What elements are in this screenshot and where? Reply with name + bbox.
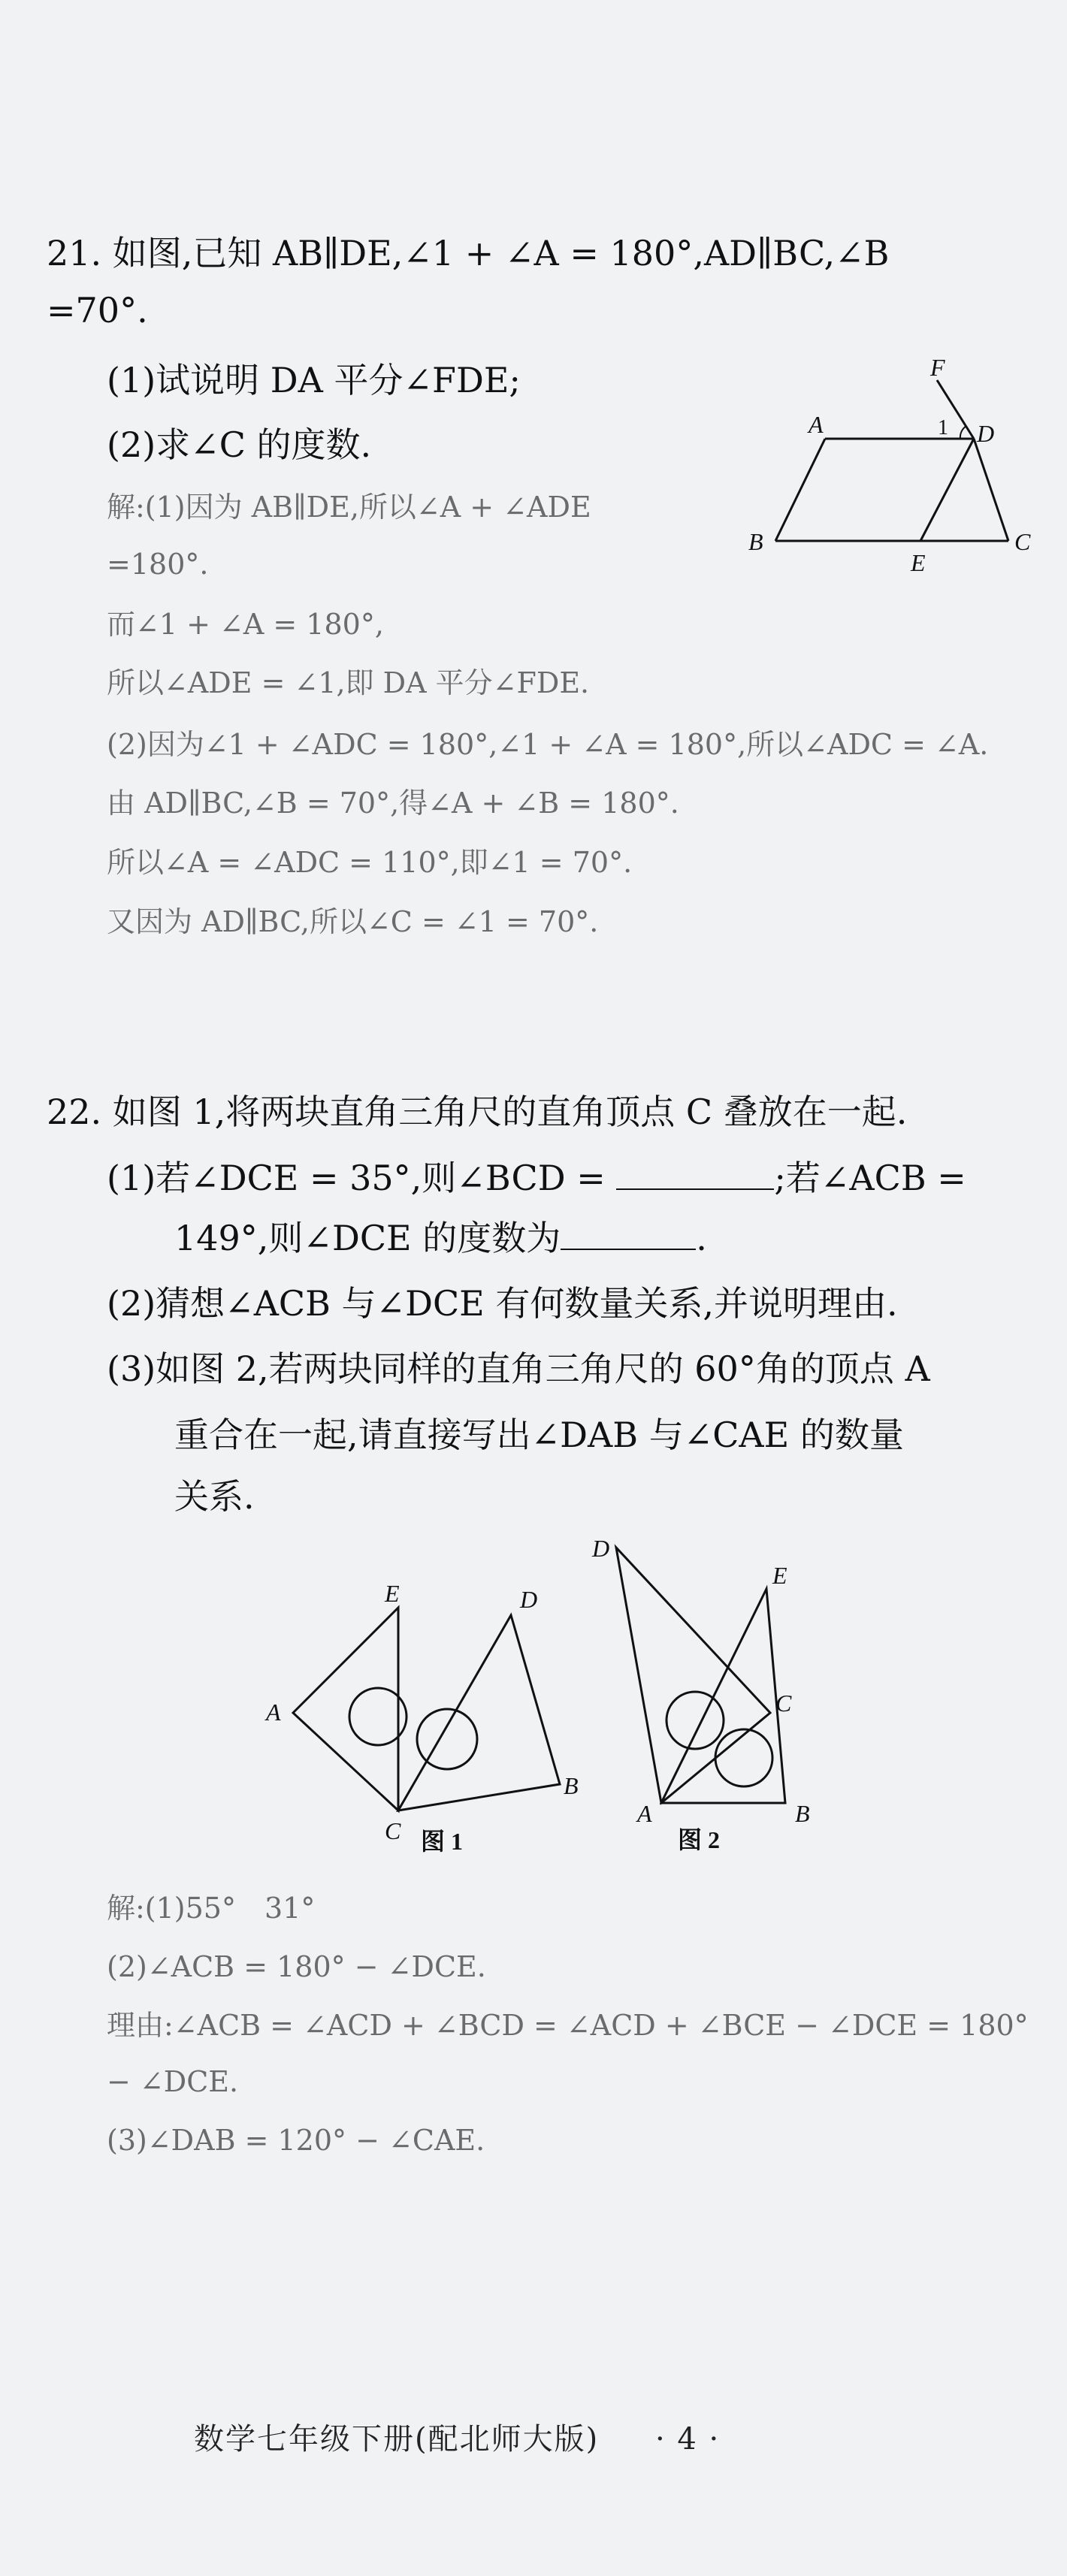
q22-fig2-label-A: A [637,1800,652,1827]
footer-page-number: · 4 · [654,2422,721,2457]
q21-solution-line: 所以∠ADE = ∠1,即 DA 平分∠FDE. [107,666,590,699]
q21-solution-line: 又因为 AD∥BC,所以∠C = ∠1 = 70°. [107,905,599,938]
q22-fig2-label-B: B [795,1800,810,1827]
q21-solution-line: 所以∠A = ∠ADC = 110°,即∠1 = 70°. [107,846,633,879]
q22-part2: (2)猜想∠ACB 与∠DCE 有何数量关系,并说明理由. [107,1283,898,1324]
q21-label-A: A [809,411,824,438]
segment-AB [775,439,825,541]
q21-part2: (2)求∠C 的度数. [107,424,372,465]
q22-fig1-label-E: E [385,1580,400,1607]
q22-solution-line: 解:(1)55° 31° [107,1892,316,1925]
q21-solution-line: =180°. [107,548,209,581]
q22-part1-text-d: . [696,1218,707,1258]
footer-book-title: 数学七年级下册(配北师大版) [194,2422,600,2457]
q22-solution-line: (2)∠ACB = 180° − ∠DCE. [107,1950,486,1983]
q22-fig2-hole-right [715,1729,772,1786]
q21-solution-line: (2)因为∠1 + ∠ADC = 180°,∠1 + ∠A = 180°,所以∠ADC = ∠A. [107,728,989,761]
q22-part1-text-b: ;若∠ACB = [774,1158,966,1198]
segment-ED [920,439,974,541]
q22-fig2-label-D: D [592,1535,610,1562]
q21-figure [736,353,1052,578]
q22-solution-line: − ∠DCE. [107,2065,239,2098]
q21-stem-line1: 21. 如图,已知 AB∥DE,∠1 + ∠A = 180°,AD∥BC,∠B [47,233,890,273]
q22-part3-line3: 关系. [174,1476,255,1517]
q22-fig1-label-C: C [385,1817,401,1844]
page-footer [194,2418,720,2460]
q22-solution-line: (3)∠DAB = 120° − ∠CAE. [107,2124,485,2157]
q21-solution-line: 而∠1 + ∠A = 180°, [107,608,384,641]
q21-label-E: E [911,549,926,576]
q21-part1: (1)试说明 DA 平分∠FDE; [107,360,521,400]
q22-fig2-label-E: E [772,1562,787,1589]
q22-stem: 22. 如图 1,将两块直角三角尺的直角顶点 C 叠放在一起. [47,1092,908,1132]
q21-stem-line2: =70°. [47,290,148,331]
q21-label-B: B [748,528,763,555]
q22-figure-1 [255,1570,586,1871]
q22-fig1-label-A: A [266,1699,281,1726]
q22-fig1-label-B: B [564,1772,579,1799]
q21-label-one: 1 [938,416,948,439]
q22-part3-line2: 重合在一起,请直接写出∠DAB 与∠CAE 的数量 [174,1415,904,1455]
q21-solution-line: 解:(1)因为 AB∥DE,所以∠A + ∠ADE [107,491,591,524]
triangle-ACE [293,1608,398,1810]
answer-blank-bcd[interactable] [616,1155,774,1190]
segment-DC [974,439,1008,541]
triangle-ADC [616,1548,770,1803]
q22-part1-text-a: (1)若∠DCE = 35°,则∠BCD = [107,1158,617,1198]
q22-solution-line: 理由:∠ACB = ∠ACD + ∠BCD = ∠ACD + ∠BCE − ∠DCE = 180° [107,2009,1029,2042]
q21-solution-line: 由 AD∥BC,∠B = 70°,得∠A + ∠B = 180°. [107,787,679,820]
q22-fig2-label-C: C [775,1690,792,1717]
q21-label-C: C [1014,528,1031,555]
q21-label-D: D [977,420,995,447]
q22-fig2-caption: 图 2 [678,1826,721,1853]
q22-fig1-hole-right [417,1709,477,1769]
triangle-DCB [398,1615,560,1810]
answer-blank-dce[interactable] [561,1216,696,1250]
q22-fig1-label-D: D [520,1586,538,1613]
q22-figure-2 [586,1533,827,1863]
q21-label-F: F [930,354,945,381]
q22-part1-line1 [107,1155,966,1201]
q22-fig2-hole-left [666,1692,724,1749]
q22-fig1-caption: 图 1 [421,1828,464,1855]
q22-part3-line1: (3)如图 2,若两块同样的直角三角尺的 60°角的顶点 A [107,1348,930,1389]
angle-1-arc [960,426,966,439]
q22-part1-line2 [174,1215,707,1261]
q22-part1-text-c: 149°,则∠DCE 的度数为 [174,1218,561,1258]
